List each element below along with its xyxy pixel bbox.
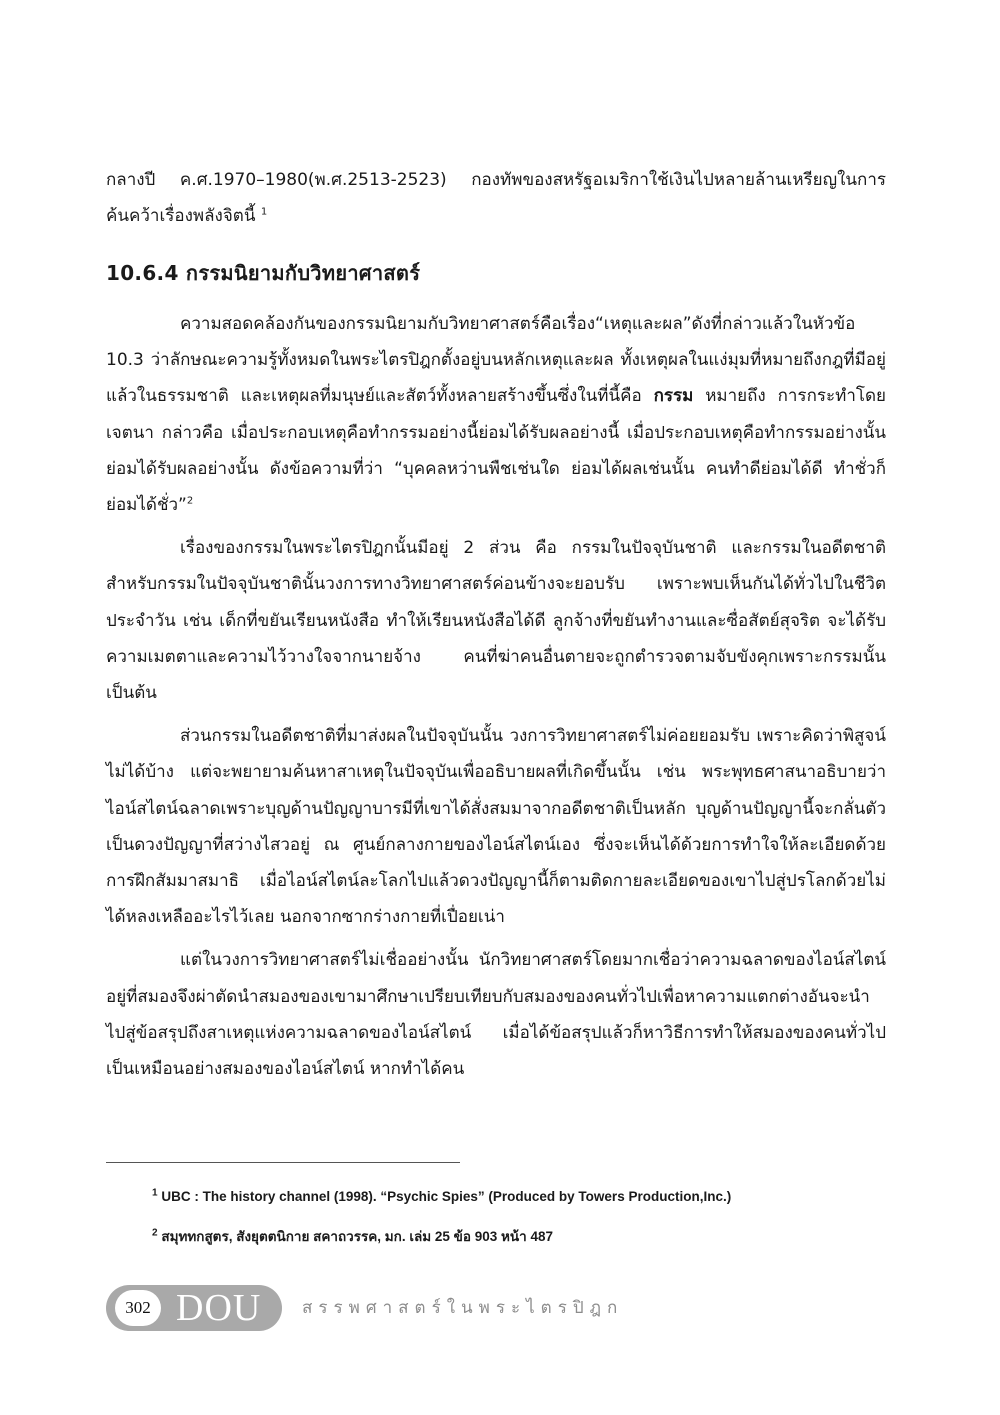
footnote-1 <box>152 1186 892 1208</box>
footnote-divider <box>106 1162 460 1163</box>
paragraph-1-part1: ความสอดคล้องกันของกรรมนิยามกับวิทยาศาสตร์คือเรื่อง“เหตุและผล”ดังที่กล่าวแล้วในหัวข้อ 10.3 ว่าลักษณะความรู้ทั้งหมดในพระไตรปิฎกตั้งอยู่บนหลักเหตุและผล ทั้งเหตุผลในแง่มุมที่หมายถึงกฎที่มีอยู่แล้วในธรรมชาติ และเหตุผลที่มนุษย์และสัตว์ทั้งหลายสร้างขึ้นซึ่งในที่นี้คือ <box>106 314 886 407</box>
footnote-2-mark: 2 <box>152 1227 158 1239</box>
footnotes <box>152 1186 892 1266</box>
section-heading: 10.6.4 กรรมนิยามกับวิทยาศาสตร์ <box>106 261 421 285</box>
page-number: 302 <box>115 1290 161 1326</box>
page-footer <box>106 1285 906 1331</box>
footnote-ref-2[interactable]: 2 <box>186 495 194 507</box>
paragraph-3: ส่วนกรรมในอดีตชาติที่มาส่งผลในปัจจุบันนั้น วงการวิทยาศาสตร์ไม่ค่อยยอมรับ เพราะคิดว่าพิสูจน์ไม่ได้บ้าง แต่จะพยายามค้นหาสาเหตุในปัจจุบันเพื่ออธิบายผลที่เกิดขึ้นนั้น เช่น พระพุทธศาสนาอธิบายว่า ไอน์สไตน์ฉลาดเพราะบุญด้านปัญญาบารมีที่เขาได้สั่งสมมาจากอดีตชาติเป็นหลัก บุญด้านปัญญานี้จะกลั่นตัวเป็นดวงปัญญาที่สว่างไสวอยู่ ณ ศูนย์กลางกายของไอน์สไตน์เอง ซึ่งจะเห็นได้ด้วยการทำใจให้ละเอียดด้วยการฝึกสัมมาสมาธิ เมื่อไอน์สไตน์ละโลกไปแล้วดวงปัญญานี้ก็ตามติดกายละเอียดของเขาไปสู่ปรโลกด้วยไม่ได้หลงเหลืออะไรไว้เลย นอกจากซากร่างกายที่เปื่อยเน่า <box>106 726 886 928</box>
dou-logo: DOU <box>176 1287 262 1329</box>
paragraph-1 <box>106 306 886 523</box>
paragraph-1-part2: หมายถึง การกระทำโดยเจตนา กล่าวคือ เมื่อประกอบเหตุคือทำกรรมอย่างนี้ย่อมได้รับผลอย่างนี้ เมื่อประกอบเหตุคือทำกรรมอย่างนั้น ย่อมได้รับผลอย่างนั้น ดังข้อความที่ว่า “บุคคลหว่านพืชเช่นใด ย่อมได้ผลเช่นนั้น คนทำดีย่อมได้ดี ทำชั่วก็ย่อมได้ชั่ว” <box>106 386 887 516</box>
intro-text: กลางปี ค.ศ.1970–1980(พ.ศ.2513-2523) กองทัพของสหรัฐอเมริกาใช้เงินไปหลายล้านเหรียญในการค้นคว้าเรื่องพลังจิตนี้ <box>106 170 886 227</box>
paragraph-2: เรื่องของกรรมในพระไตรปิฎกนั้นมีอยู่ 2 ส่วน คือ กรรมในปัจจุบันชาติ และกรรมในอดีตชาติ สำหรับกรรมในปัจจุบันชาตินั้นวงการทางวิทยาศาสตร์ค่อนข้างจะยอบรับ เพราะพบเห็นกันได้ทั่วไปในชีวิตประจำวัน เช่น เด็กที่ขยันเรียนหนังสือ ทำให้เรียนหนังสือได้ดี ลูกจ้างที่ขยันทำงานและซื่อสัตย์สุจริต จะได้รับความเมตตาและความไว้วางใจจากนายจ้าง คนที่ฆ่าคนอื่นตายจะถูกตำรวจตามจับขังคุกเพราะกรรมนั้น เป็นต้น <box>106 538 886 704</box>
footnote-ref-1[interactable]: 1 <box>260 206 268 218</box>
term-karma: กรรม <box>653 386 694 407</box>
section-body <box>106 306 886 1094</box>
intro-paragraph <box>106 162 886 234</box>
footnote-2-text: สมุททกสูตร, สังยุตตนิกาย สคาถวรรค, มก. เล่ม 25 ข้อ 903 หน้า 487 <box>161 1229 553 1244</box>
footnote-2 <box>152 1226 892 1248</box>
footnote-1-text: UBC : The history channel (1998). “Psychic Spies” (Produced by Towers Production,Inc.) <box>161 1189 732 1204</box>
paragraph-4: แต่ในวงการวิทยาศาสตร์ไม่เชื่ออย่างนั้น นักวิทยาศาสตร์โดยมากเชื่อว่าความฉลาดของไอน์สไตน์อยู่ที่สมองจึงผ่าตัดนำสมองของเขามาศึกษาเปรียบเทียบกับสมองของคนทั่วไปเพื่อหาความแตกต่างอันจะนำไปสู่ข้อสรุปถึงสาเหตุแห่งความฉลาดของไอน์สไตน์ เมื่อได้ข้อสรุปแล้วก็หาวิธีการทำให้สมองของคนทั่วไปเป็นเหมือนอย่างสมองของไอน์สไตน์ หากทำได้คน <box>106 950 886 1080</box>
footnote-1-mark: 1 <box>152 1187 158 1199</box>
footer-badge <box>106 1285 282 1331</box>
book-title: สรรพศาสตร์ในพระไตรปิฎก <box>302 1298 624 1318</box>
